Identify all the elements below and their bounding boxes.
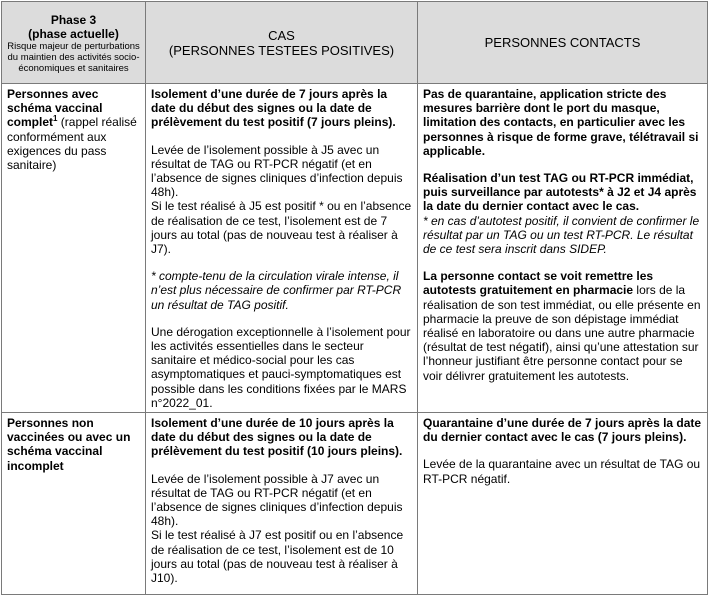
cas-lifting-rule: Levée de l’isolement possible à J5 avec un résultat de TAG ou RT-PCR négatif (et en l’absence de signes cliniques d’infection depuis 48h). (151, 142, 403, 200)
cas-isolation-rule: Isolement d’une durée de 7 jours après la date du début des signes ou la date de prélèvement du test positif (7 jours pleins). (151, 87, 396, 130)
isolation-rules-table (1, 1, 708, 595)
contacts-lifting: Levée de la quarantaine avec un résultat de TAG ou RT-PCR négatif. (423, 457, 701, 486)
row-label-rest: (rappel réalisé conformément aux exigences du pass sanitaire) (7, 115, 137, 173)
row-label-text: Personnes non vaccinées ou avec un schéma vaccinal incomplet (7, 416, 131, 473)
header-row (2, 2, 708, 84)
row-label-text (7, 87, 140, 172)
header-phase-cell (2, 2, 146, 84)
row-label-bold: Personnes avec schéma vaccinal complet (7, 87, 103, 130)
phase-description: Risque majeur de perturbations du maintien des activités socio-économiques et sanitaires (7, 40, 140, 74)
header-contacts-cell (418, 2, 708, 84)
cas-derogation: Une dérogation exceptionnelle à l’isolement pour les activités essentielles dans le secteur sanitaire et médico-social pour les cas asymptomatiques et pauci-symptomatiques est possible dans les conditions fixées par le MARS n°2022_01. (151, 324, 411, 410)
contacts-pharmacy-rest: lors de la réalisation de son test immédiat, ou elle présente en pharmacie la preuve de son dépistage immédiat réalisé en laboratoire ou dans une autre pharmacie (résultat de test négatif), ainsi qu’une attestation sur l’honneur justifiant être personne contact pour se voir délivrer gratuitement les autotests. (423, 283, 701, 383)
row-label-unvaccinated (2, 413, 146, 595)
contacts-pharmacy (423, 269, 702, 383)
phase-subtitle: (phase actuelle) (28, 26, 119, 41)
cas-positive-rule: Si le test réalisé à J7 est positif ou en l’absence de réalisation de ce test, l’isolement est de 10 jours au total (pas de nouveau test à réaliser à J10). (151, 528, 404, 586)
contacts-title: PERSONNES CONTACTS (484, 35, 641, 51)
contacts-pharmacy-bold: La personne contact se voit remettre les autotests gratuitement en pharmacie (423, 269, 654, 298)
table-row-vaccinated (2, 84, 708, 413)
cas-footnote: * compte-tenu de la circulation virale intense, il n’est plus nécessaire de confirmer par RT-PCR un résultat de TAG positif. (151, 269, 402, 312)
cas-cell-unvaccinated (146, 413, 418, 595)
cas-cell-vaccinated (146, 84, 418, 413)
contacts-testing: Réalisation d’un test TAG ou RT-PCR immédiat, puis surveillance par autotests* à J2 et J4 après la date du dernier contact avec le cas. (423, 171, 697, 214)
contacts-measures: Pas de quarantaine, application stricte des mesures barrière dont le port du masque, limitation des contacts, en particulier avec les personnes à risque de forme grave, télétravail si applicable. (423, 87, 699, 158)
contacts-quarantine: Quarantaine d’une durée de 7 jours après la date du dernier contact avec le cas (7 jours pleins). (423, 416, 702, 445)
cas-title: CAS (268, 27, 295, 43)
phase-title: Phase 3 (50, 12, 97, 27)
cas-subtitle: (PERSONNES TESTEES POSITIVES) (168, 43, 395, 58)
contacts-footnote: * en cas d’autotest positif, il convient de confirmer le résultat par un TAG ou un test RT-PCR. Le résultat de ce test sera inscrit dans SIDEP. (423, 213, 700, 257)
cas-lifting-rule: Levée de l’isolement possible à J7 avec un résultat de TAG ou RT-PCR négatif (et en l’absence de signes cliniques d’infection depuis 48h). (151, 471, 403, 529)
contacts-cell-vaccinated (418, 84, 708, 413)
row-label-vaccinated (2, 84, 146, 413)
table-row-unvaccinated (2, 413, 708, 595)
cas-isolation-rule: Isolement d’une durée de 10 jours après la date du début des signes ou la date de prélèvement du test positif (10 jours pleins). (151, 416, 403, 459)
footnote-marker: 1 (53, 114, 58, 124)
cas-positive-rule: Si le test réalisé à J5 est positif * ou en l’absence de réalisation de ce test, l’isolement est de 7 jours au total (pas de nouveau test à réaliser à J7). (151, 199, 412, 257)
contacts-cell-unvaccinated (418, 413, 708, 595)
header-cas-cell (146, 2, 418, 84)
